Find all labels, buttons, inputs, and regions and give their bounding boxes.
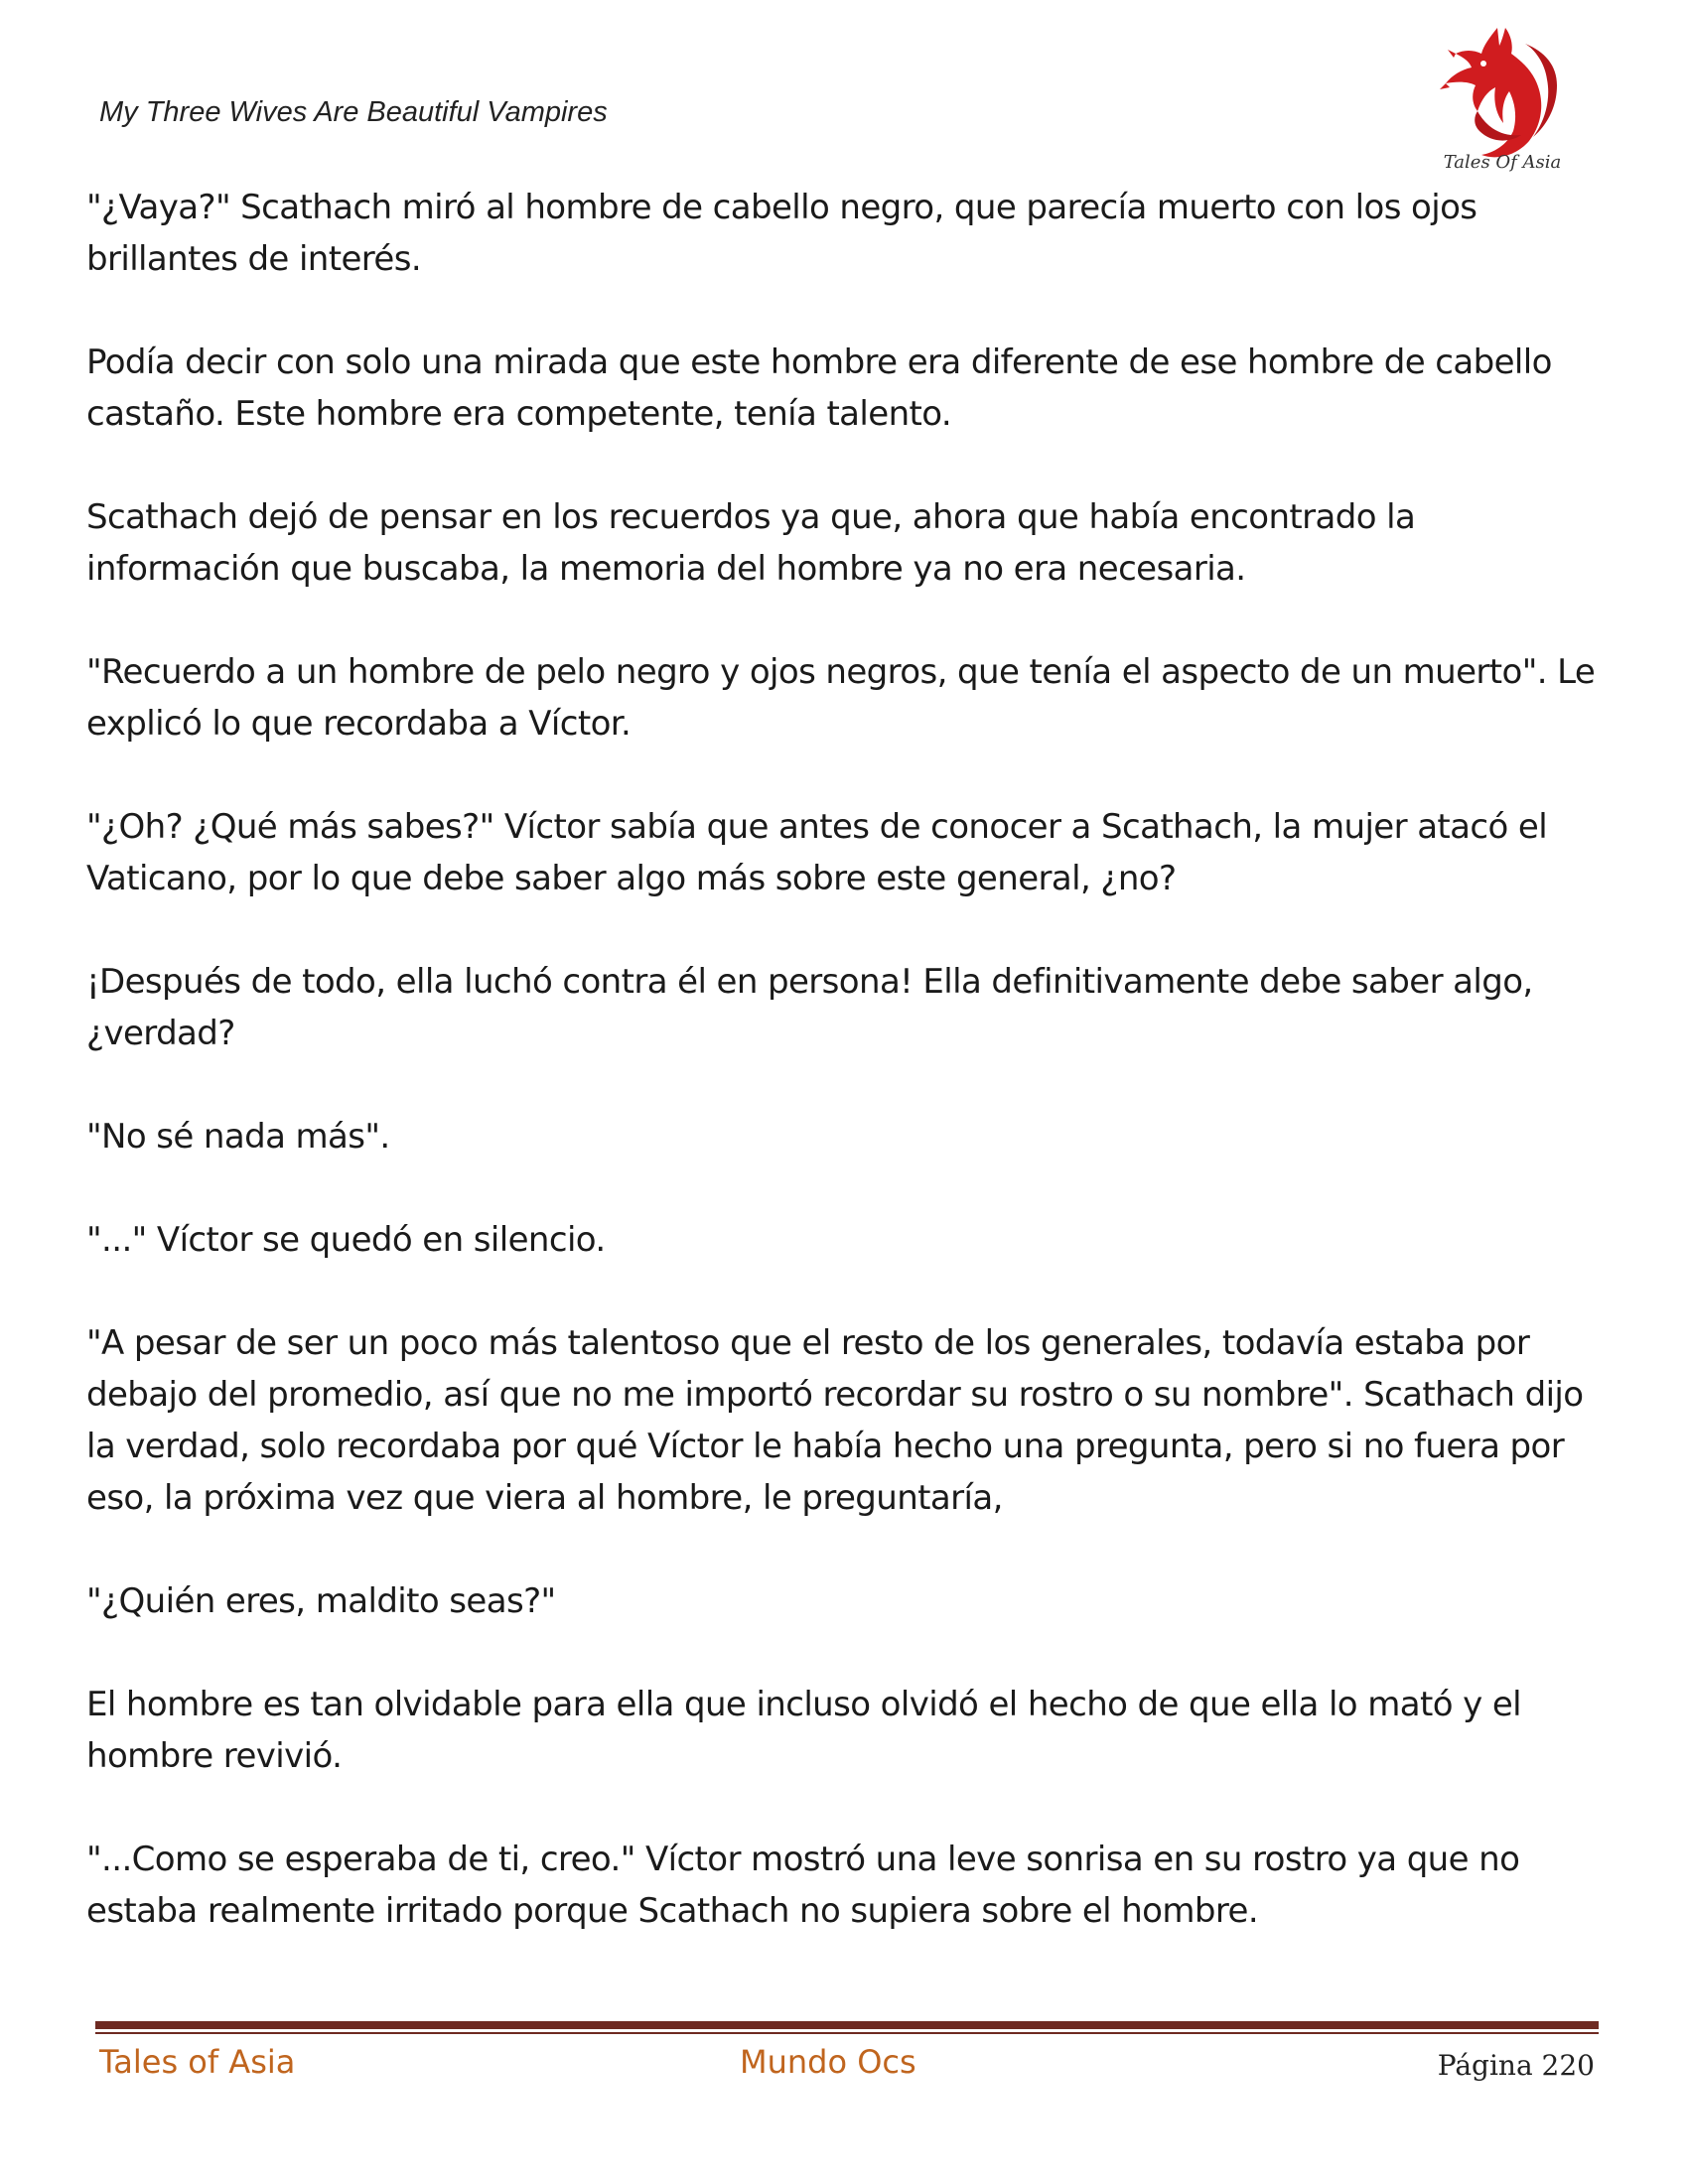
- paragraph: "¿Oh? ¿Qué más sabes?" Víctor sabía que antes de conocer a Scathach, la mujer atacó el Vaticano, por lo que debe saber algo más sobre este general, ¿no?: [86, 807, 1548, 898]
- paragraph: "A pesar de ser un poco más talentoso que el resto de los generales, todavía estaba por debajo del promedio, así que no me importó recordar su rostro o su nombre". Scathach dijo la verdad, solo recordaba por qué Víctor le había hecho una pregunta, pero si no fuera por eso, la próxima vez que viera al hombre, le preguntaría,: [86, 1323, 1584, 1518]
- footer-center-label: Mundo Ocs: [740, 2043, 916, 2081]
- logo-text: Tales Of Asia: [1443, 152, 1562, 173]
- paragraph: "...Como se esperaba de ti, creo." Víctor mostró una leve sonrisa en su rostro ya que no estaba realmente irritado porque Scathach no supiera sobre el hombre.: [86, 1840, 1520, 1931]
- header-title: My Three Wives Are Beautiful Vampires: [99, 96, 608, 128]
- paragraph: "¿Vaya?" Scathach miró al hombre de cabello negro, que parecía muerto con los ojos brillantes de interés.: [86, 188, 1477, 279]
- footer-publisher: Tales of Asia: [99, 2043, 296, 2081]
- paragraph: Scathach dejó de pensar en los recuerdos ya que, ahora que había encontrado la información que buscaba, la memoria del hombre ya no era necesaria.: [86, 497, 1416, 589]
- footer-rule: [95, 2021, 1599, 2029]
- paragraph: El hombre es tan olvidable para ella que incluso olvidó el hecho de que ella lo mató y el hombre revivió.: [86, 1685, 1522, 1776]
- page-body: [86, 182, 1606, 1988]
- paragraph: "Recuerdo a un hombre de pelo negro y ojos negros, que tenía el aspecto de un muerto". Le explicó lo que recordaba a Víctor.: [86, 652, 1596, 744]
- paragraph: Podía decir con solo una mirada que este hombre era diferente de ese hombre de cabello castaño. Este hombre era competente, tenía talento.: [86, 342, 1552, 434]
- paragraph: ¡Después de todo, ella luchó contra él en persona! Ella definitivamente debe saber algo, ¿verdad?: [86, 962, 1533, 1053]
- paragraph: "¿Quién eres, maldito seas?": [86, 1581, 556, 1621]
- page-number: Página 220: [1437, 2049, 1595, 2082]
- paragraph: "No sé nada más".: [86, 1117, 390, 1157]
- paragraph: "..." Víctor se quedó en silencio.: [86, 1220, 606, 1260]
- footer-rule-thin: [95, 2032, 1599, 2034]
